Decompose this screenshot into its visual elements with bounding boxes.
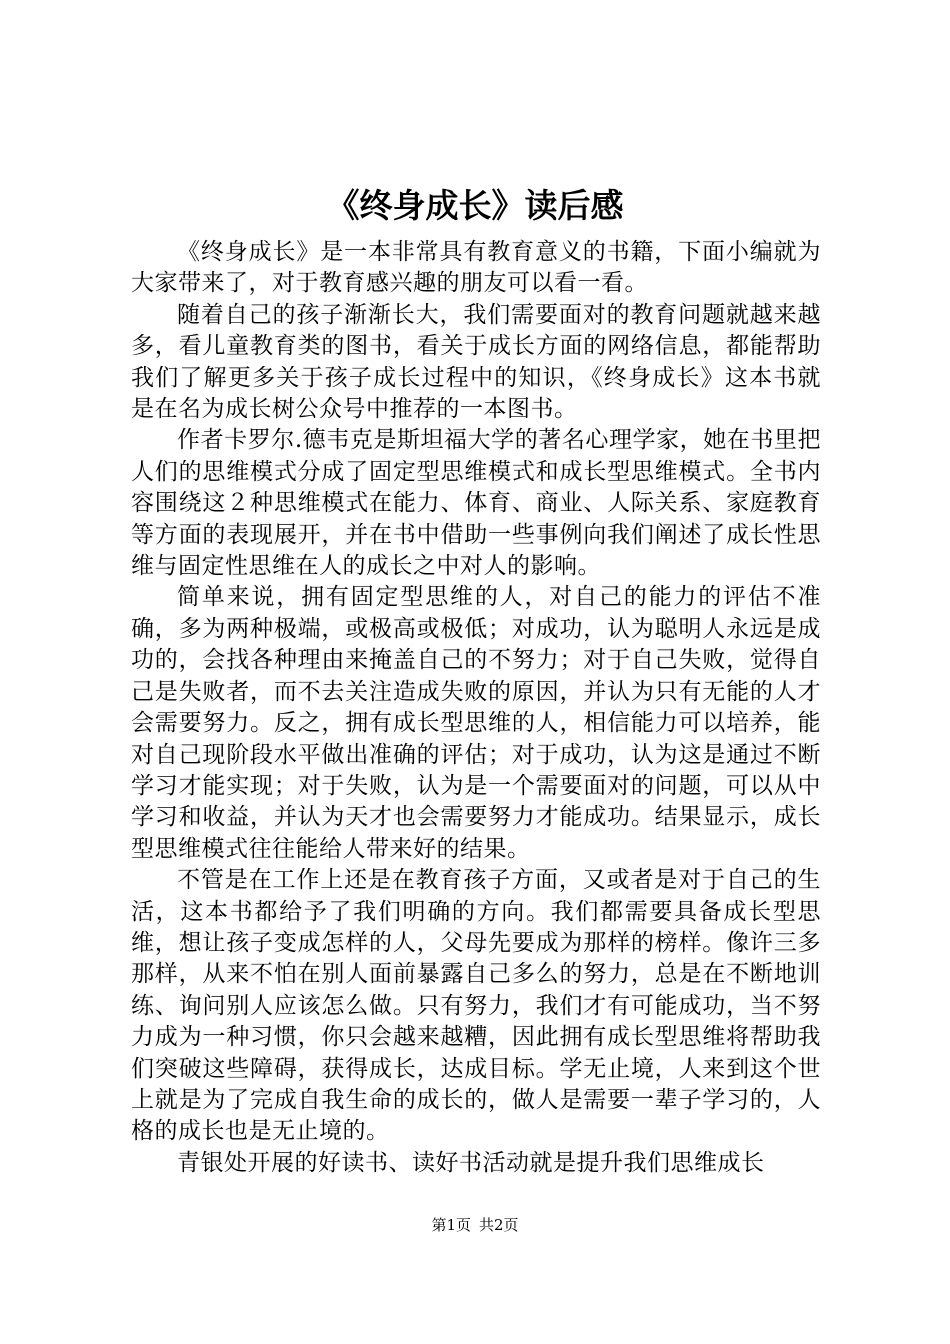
document-title: 《终身成长》读后感 [326,186,624,225]
page-number-current: 第1页 [431,1216,471,1234]
document-body [131,237,821,1179]
page-footer [0,1213,950,1237]
paragraph-1: 《终身成长》是一本非常具有教育意义的书籍，下面小编就为大家带来了，对于教育感兴趣的朋友可以看一看。 [131,239,821,297]
paragraph-4: 简单来说，拥有固定型思维的人，对自己的能力的评估不准确，多为两种极端，或极高或极低；对成功，认为聪明人永远是成功的，会找各种理由来掩盖自己的不努力；对于自己失败，觉得自己是失败者，而不去关注造成失败的原因，并认为只有无能的人才会需要努力。反之，拥有成长型思维的人，相信能力可以培养，能对自己现阶段水平做出准确的评估；对于成功，认为这是通过不断学习才能实现；对于失败，认为是一个需要面对的问题，可以从中学习和收益，并认为天才也会需要努力才能成功。结果显示，成长型思维模式往往能给人带来好的结果。 [131,584,821,862]
paragraph-2: 随着自己的孩子渐渐长大，我们需要面对的教育问题就越来越多，看儿童教育类的图书，看关于成长方面的网络信息，都能帮助我们了解更多关于孩子成长过程中的知识，《终身成长》这本书就是在名为成长树公众号中推荐的一本图书。 [131,301,821,423]
paragraph-3: 作者卡罗尔.德韦克是斯坦福大学的著名心理学家，她在书里把人们的思维模式分成了固定型思维模式和成长型思维模式。全书内容围绕这２种思维模式在能力、体育、商业、人际关系、家庭教育等方面的表现展开，并在书中借助一些事例向我们阐述了成长性思维与固定性思维在人的成长之中对人的影响。 [131,427,821,580]
paragraph-6: 青银处开展的好读书、读好书活动就是提升我们思维成长 [177,1149,765,1176]
paragraph-5: 不管是在工作上还是在教育孩子方面，又或者是对于自己的生活，这本书都给予了我们明确的方向。我们都需要具备成长型思维，想让孩子变成怎样的人，父母先要成为那样的榜样。像许三多那样，从来不怕在别人面前暴露自己多么的努力，总是在不断地训练、询问别人应该怎么做。只有努力，我们才有可能成功，当不努力成为一种习惯，你只会越来越糟，因此拥有成长型思维将帮助我们突破这些障碍，获得成长，达成目标。学无止境，人来到这个世上就是为了完成自我生命的成长的，做人是需要一辈子学习的，人格的成长也是无止境的。 [131,867,821,1145]
page-number-total: 共2页 [479,1216,519,1234]
